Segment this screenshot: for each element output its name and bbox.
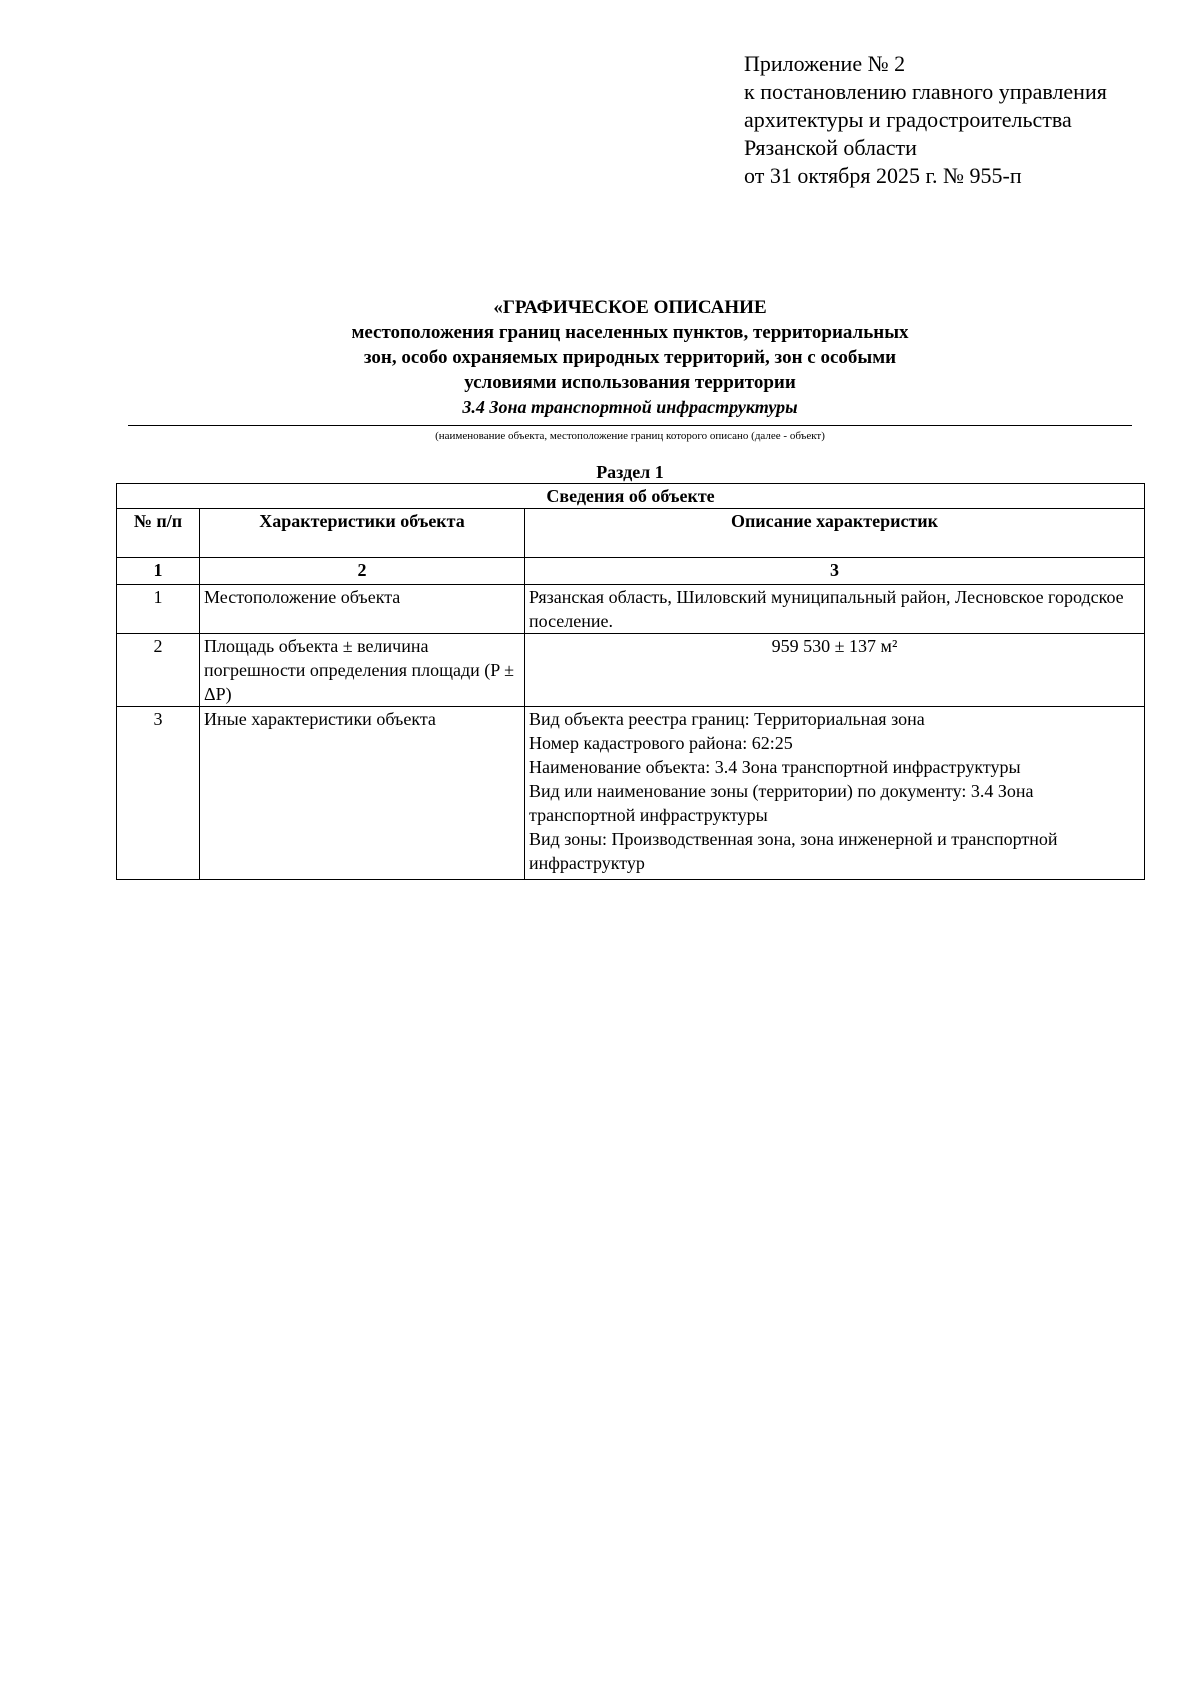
description-line: Вид объекта реестра границ: Территориальная зона (529, 709, 925, 729)
row-characteristic: Местоположение объекта (200, 585, 525, 634)
title-line: зон, особо охраняемых природных территорий, зон с особыми (363, 347, 897, 368)
row-num: 3 (117, 707, 200, 880)
row-description: Рязанская область, Шиловский муниципальный район, Лесновское городское поселение. (525, 585, 1145, 634)
appendix-line: от 31 октября 2025 г. № 955-п (744, 163, 1022, 188)
table-row (117, 707, 1145, 880)
column-number: 1 (117, 558, 200, 585)
object-info-table (116, 483, 1145, 880)
row-num: 1 (117, 585, 200, 634)
row-description (525, 707, 1145, 880)
column-number-row (117, 558, 1145, 585)
section-heading: Раздел 1 (596, 462, 664, 482)
table-caption: Сведения об объекте (117, 484, 1145, 509)
column-number: 2 (200, 558, 525, 585)
appendix-header (744, 50, 1107, 190)
header-num: № п/п (117, 509, 200, 558)
description-line: Наименование объекта: 3.4 Зона транспортной инфраструктуры (529, 757, 1021, 777)
object-name-caption: (наименование объекта, местоположение границ которого описано (далее - объект) (435, 430, 825, 442)
table-caption-row (117, 484, 1145, 509)
description-line: Номер кадастрового района: 62:25 (529, 733, 793, 753)
row-description: 959 530 ± 137 м² (525, 634, 1145, 707)
description-line: Вид или наименование зоны (территории) по документу: 3.4 Зона транспортной инфраструктуры (529, 781, 1034, 825)
title-line: «ГРАФИЧЕСКОЕ ОПИСАНИЕ (493, 297, 767, 318)
row-characteristic: Иные характеристики объекта (200, 707, 525, 880)
title-line: местоположения границ населенных пунктов, территориальных (351, 322, 909, 343)
row-characteristic: Площадь объекта ± величина погрешности определения площади (P ± ΔP) (200, 634, 525, 707)
column-number: 3 (525, 558, 1145, 585)
description-line: Вид зоны: Производственная зона, зона инженерной и транспортной инфраструктур (529, 829, 1058, 873)
table-row (117, 634, 1145, 707)
appendix-line: архитектуры и градостроительства (744, 107, 1072, 132)
title-underline (128, 425, 1132, 426)
appendix-line: Приложение № 2 (744, 51, 906, 76)
table-row (117, 585, 1145, 634)
title-line: условиями использования территории (464, 372, 796, 393)
object-name: 3.4 Зона транспортной инфраструктуры (462, 397, 798, 417)
document-title (128, 295, 1132, 418)
row-num: 2 (117, 634, 200, 707)
header-description: Описание характеристик (525, 509, 1145, 558)
header-characteristic: Характеристики объекта (200, 509, 525, 558)
table-header-row (117, 509, 1145, 558)
appendix-line: к постановлению главного управления (744, 79, 1107, 104)
appendix-line: Рязанской области (744, 135, 917, 160)
